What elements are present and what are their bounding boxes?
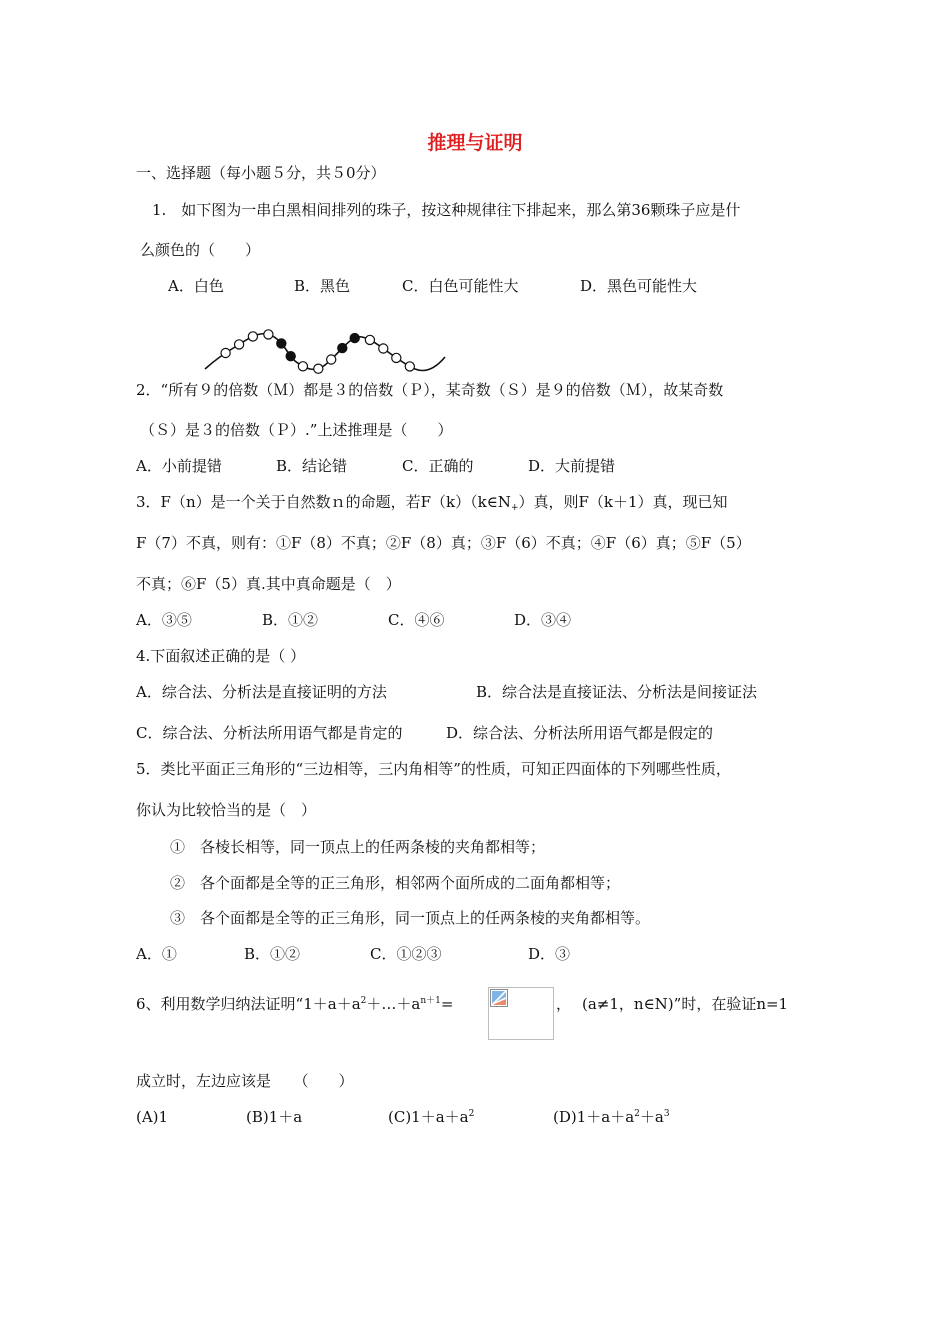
q6-option-d: $(D)1+a+a^2+a^3$ [553,1108,670,1126]
q2-stem-line2: （Ｓ）是３的倍数（Ｐ）.”上述推理是（ ） [140,421,453,439]
white-bead [264,330,273,339]
q5-option-a: A．① [136,945,177,963]
white-bead [327,355,336,364]
q4-option-c: C．综合法、分析法所用语气都是肯定的 [136,724,403,742]
q3-option-a: A．③⑤ [136,611,192,629]
q1-option-b: B．黑色 [294,277,351,295]
q4-option-d: D．综合法、分析法所用语气都是假定的 [446,724,714,742]
q1-option-d: D．黑色可能性大 [580,277,698,295]
q6-stem-line1-suffix: (a≠1，n∈N)”时，在验证n=1 [582,995,789,1013]
white-bead [248,332,257,341]
q5-item-2: ② 各个面都是全等的正三角形，相邻两个面所成的二面角都相等； [170,874,621,892]
white-bead [392,353,401,362]
section-heading: 一、选择题（每小题５分，共５0分） [136,164,386,182]
page-title: 推理与证明 [427,132,523,154]
black-bead [277,339,286,348]
q6-option-c: $(C)1+a+a^2$ [388,1108,475,1126]
bead-string-figure [200,325,450,385]
white-bead [235,340,244,349]
q3-option-d: D．③④ [514,611,572,629]
black-bead [286,352,295,361]
white-bead [298,362,307,371]
q5-option-c: C．①②③ [370,945,442,963]
q6-stem-line1: 6、利用数学归纳法证明“$1+a+a^2+\dots+a^{n+1}=$ [136,995,454,1013]
q1-option-a: A．白色 [168,277,224,295]
black-bead [338,344,347,353]
formula-image-placeholder [488,987,554,1040]
q2-option-b: B．结论错 [276,457,348,475]
q4-option-a: A．综合法、分析法是直接证明的方法 [136,683,387,701]
q2-stem-line1: 2．“所有９的倍数（Ｍ）都是３的倍数（Ｐ），某奇数（Ｓ）是９的倍数（Ｍ），故某奇数 [136,381,724,399]
q3-option-c: C．④⑥ [388,611,445,629]
q3-stem-line1: 3．F（n）是一个关于自然数ｎ的命题，若$F(k)(k\in N_+)$真，则F（k＋1）真，现已知 [136,493,728,513]
q5-stem-line2: 你认为比较恰当的是（ ） [136,801,317,819]
q6-option-b: (B)1＋a [246,1108,303,1126]
q3-stem-line2: F（7）不真，则有：①F（8）不真；②F（8）真；③F（6）不真；④F（6）真；⑤F（5） [136,534,751,552]
q6-comma: ， [556,995,572,1013]
q2-option-c: C．正确的 [402,457,474,475]
white-bead [405,362,414,371]
black-bead [350,334,359,343]
q3-option-b: B．①② [262,611,319,629]
q5-option-b: B．①② [244,945,301,963]
q5-option-d: D．③ [528,945,571,963]
q6-stem-line2: 成立时，左边应该是 （ ） [136,1072,354,1090]
q5-stem-line1: 5．类比平面正三角形的“三边相等，三内角相等”的性质，可知正四面体的下列哪些性质， [136,760,731,778]
q2-option-d: D．大前提错 [528,457,616,475]
q4-stem: 4.下面叙述正确的是（ ） [136,647,306,665]
white-bead [365,335,374,344]
white-bead [314,364,323,373]
q1-option-c: C．白色可能性大 [402,277,519,295]
q2-option-a: A．小前提错 [136,457,222,475]
broken-image-icon [490,989,508,1007]
q5-item-1: ① 各棱长相等，同一顶点上的任两条棱的夹角都相等； [170,838,546,856]
q1-stem-line1: 1. 如下图为一串白黑相间排列的珠子，按这种规律往下排起来，那么第36颗珠子应是什 [152,201,741,219]
q1-stem-line2: 么颜色的（ ） [140,241,261,259]
white-bead [221,348,230,357]
q6-option-a: (A)1 [136,1108,169,1126]
white-bead [379,344,388,353]
q5-item-3: ③ 各个面都是全等的正三角形，同一顶点上的任两条棱的夹角都相等。 [170,909,651,927]
q3-stem-line3: 不真；⑥F（5）真.其中真命题是（ ） [136,575,401,593]
q4-option-b: B．综合法是直接证法、分析法是间接证法 [476,683,758,701]
